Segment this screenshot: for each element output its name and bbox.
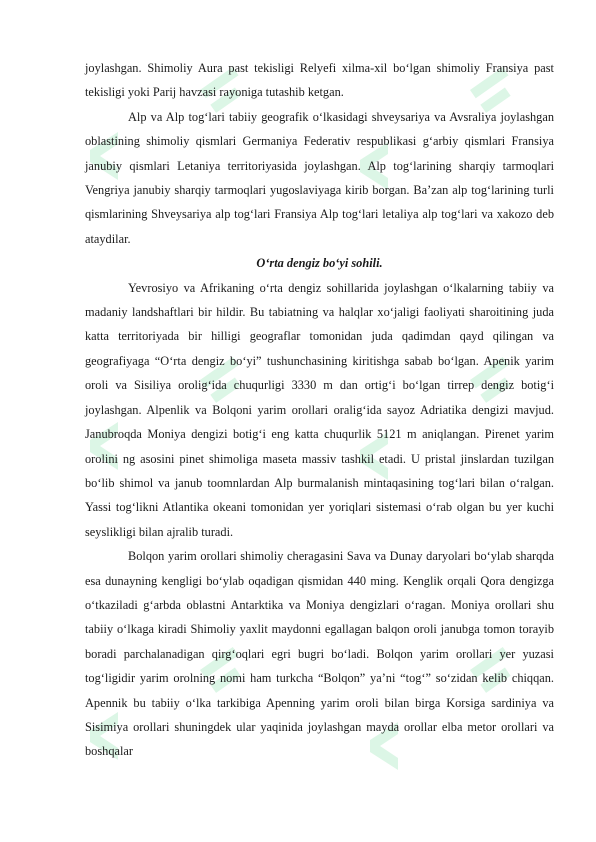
paragraph-3: Yevrosiyo va Afrikaning o‘rta dengiz sohillarida joylashgan o‘lkalarning tabiiy va madaniy landshaftlari bir hildir. Bu tabiatning va halqlar xo‘jaligi faoliyati sharoitining juda katta territoriyada bir hilligi geograflar tomonidan juda qadimdan qayd qilingan va geografiyaga “O‘rta dengiz bo‘yi” tushunchasining kiritishga sabab bo‘lgan. Apenik yarim oroli va Sisiliya orolig‘ida chuqurligi 3330 m dan ortig‘i bo‘lgan tirrep dengiz botig‘i joylashgan. Alpenlik va Bolqoni yarim orollari oralig‘ida sayoz Adriatika dengizi mavjud. Janubroqda Moniya dengizi botig‘i eng katta chuqurlik 5121 m aniqlangan. Pirenet yarim orolini ng asosini pinet shimoliga maseta massiv tashkil etadi. U pristal jinslardan tuzilgan bo‘lib shimol va janub toomnlardan Alp burmalanish mintaqasining tog‘lari bilan o‘ralgan. Yassi tog‘likni Atlantika okeani tomonidan yer yoriqlari sistemasi o‘rab olgan bu yer kuchi seyslikligi bilan ajralib turadi.	[85, 280, 554, 539]
paragraph-2: Alp va Alp tog‘lari tabiiy geografik o‘lkasidagi shveysariya va Avsraliya joylashgan oblastining shimoliy qismlari Germaniya Federativ respublikasi g‘arbiy qismlari Fransiya janubiy qismlari Letaniya territoriyasida joylashgan. Alp tog‘larining sharqiy tarmoqlari Vengriya janubiy sharqiy tarmoqlari yugoslaviyaga kirib borgan. Ba’zan alp tog‘larining turli qismlarining Shveysariya alp tog‘lari Fransiya Alp tog‘lari letaliya alp tog‘lari va xakozo deb ataydilar.	[85, 109, 554, 246]
paragraph-1: joylashgan. Shimoliy Aura past tekisligi Relyefi xilma-xil bo‘lgan shimoliy Fransiya past tekisligi yoki Parij havzasi rayoniga tutashib ketgan.	[85, 61, 554, 100]
section-heading: O‘rta dengiz bo‘yi sohili.	[256, 256, 383, 271]
paragraph-4: Bolqon yarim orollari shimoliy cheragasini Sava va Dunay daryolari bo‘ylab sharqda esa dunayning kengligi bo‘ylab oqadigan qismidan 440 ming. Kenglik orqali Qora dengizga o‘tkaziladi g‘arbda oblastni Antarktika va Moniya dengizlari o‘ragan. Moniya orollari shu tabiiy o‘lkaga kiradi Shimoliy yaxlit maydonni egallagan balqon oroli janubga tomon torayib boradi parchalanadigan qirg‘oqlari egri bugri bo‘ladi. Bolqon yarim orollari yer yuzasi tog‘ligidir yarim orolning nomi ham turkcha “Bolqon” ya’ni “tog‘” so‘zidan kelib chiqqan. Apennik bu tabiiy o‘lka tarkibiga Apenning yarim oroli bilan birga Korsiga sardiniya va Sisimiya orollari shuningdek ular yaqinida joylashgan mayda orollar elba metor orollari va boshqalar	[85, 549, 554, 759]
document-body	[85, 56, 554, 764]
